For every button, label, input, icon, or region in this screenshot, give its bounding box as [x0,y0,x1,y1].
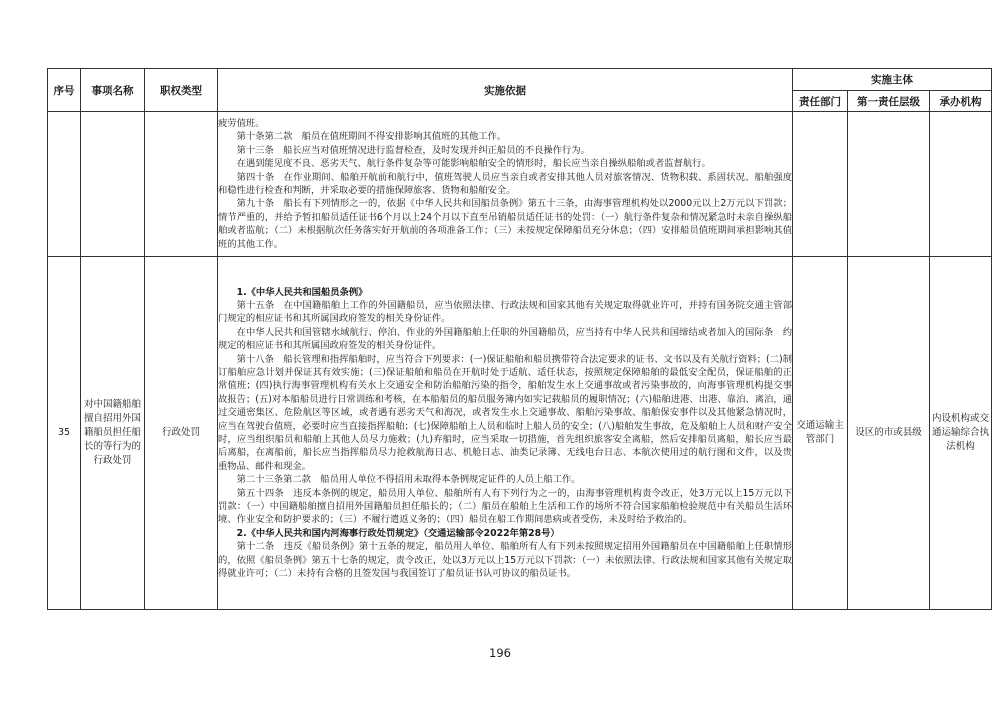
basis-paragraph: 在中华人民共和国管辖水域航行、停泊、作业的外国籍船舶上任职的外国籍船员，应当持有中华人民共和国缔结或者加入的国际条 约规定的相应证书和其所属国政府签发的相关身份证件。 [218,326,792,352]
header-basis: 实施依据 [218,69,793,112]
header-seq: 序号 [48,69,81,112]
cell-first-level: 设区的市或县级 [848,257,930,610]
cell-basis [218,257,793,610]
cell-dept [793,112,848,257]
basis-heading: 2.《中华人民共和国内河海事行政处罚规定》（交通运输部令2022年第28号） [236,527,560,539]
basis-text [218,117,792,251]
implementation-table [47,68,992,610]
cell-power-type: 行政处罚 [145,257,218,610]
cell-agency: 内设机构或交通运输综合执法机构 [930,257,992,610]
cell-item-name [81,112,145,257]
cell-basis [218,112,793,257]
basis-paragraph: 第十三条 船长应当对值班情况进行监督检查，及时发现并纠正船员的不良操作行为。 [236,144,590,156]
basis-paragraph: 第四十条 在作业期间、船舶开航前和航行中，值班驾驶人员应当亲自或者安排其他人员对旅客情况、货物积载、系固状况、船舶强度和稳性进行检查和判断，并采取必要的措施保障旅客、货物和船舶安全。 [218,171,792,196]
cell-seq [48,112,81,257]
header-power-type: 职权类型 [145,69,218,112]
header-first-level: 第一责任层级 [848,91,930,112]
page-number: 196 [489,646,511,660]
header-subject: 实施主体 [793,69,992,91]
cell-seq: 35 [48,257,81,610]
header-item-name: 事项名称 [81,69,145,112]
basis-paragraph: 第二十三条第二款 船员用人单位不得招用未取得本条例规定证件的人员上船工作。 [236,474,581,486]
header-dept: 责任部门 [793,91,848,112]
basis-heading: 1.《中华人民共和国船员条例》 [236,286,368,298]
basis-paragraph: 疲劳值班。 [218,117,265,129]
cell-item-name: 对中国籍船舶擅自招用外国籍船员担任船长的等行为的行政处罚 [81,257,145,610]
basis-paragraph: 第九十条 船长有下列情形之一的，依据《中华人民共和国船员条例》第五十三条，由海事管理机构处以2000元以上2万元以下罚款；情节严重的，并给予暂扣船员适任证书6个月以上24个月以下直至吊销船员适任证书的处罚：（一）航行条件复杂和情况紧急时未亲自操纵船舶或者监航；（二）未根据航次任务落实好开航前的各项准备工作；（三）未按规定保障船员充分休息；（四）安排船员值班期间承担影响其值班的其他工作。 [218,198,792,250]
cell-power-type [145,112,218,257]
basis-paragraph: 在遇到能见度不良、恶劣天气、航行条件复杂等可能影响船舶安全的情形时，船长应当亲自操纵船舶或者监督航行。 [236,158,711,170]
table-row [48,112,992,257]
header-agency: 承办机构 [930,91,992,112]
cell-first-level [848,112,930,257]
basis-paragraph: 第十二条 违反《船员条例》第十五条的规定，船员用人单位、船舶所有人有下列未按照规定招用外国籍船员在中国籍船舶上任职情形的，依照《船员条例》第五十七条的规定，责令改正，处以3万元以上15万元以下罚款：（一）未依照法律、行政法规和国家其他有关规定取得就业许可；（二）未持有合格的且签发国与我国签订了船员证书认可协议的船员证书。 [218,541,792,580]
basis-paragraph: 第十八条 船长管理和指挥船舶时，应当符合下列要求：(一)保证船舶和船员携带符合法定要求的证书、文书以及有关航行资料；(二)制订船舶应急计划并保证其有效实施；(三)保证船舶和船员在开航时处于适航、适任状态，按照规定保障船舶的最低安全配员，保证船舶的正常值班；(四)执行海事管理机构有关水上交通安全和防治船舶污染的指令，船舶发生水上交通事故或者污染事故的，向海事管理机构提交事故报告；(五)对本船船员进行日常训练和考核，在本船船员的船员服务簿内如实记载船员的履职情况；(六)船舶进港、出港、靠泊、离泊，通过交通密集区、危险航区等区域，或者遇有恶劣天气和海况，或者发生水上交通事故、船舶污染事故、船舶保安事件以及其他紧急情况时，应当在驾驶台值班，必要时应当直接指挥船舶；(七)保障船舶上人员和临时上船人员的安全；(八)船舶发生事故，危及船舶上人员和财产安全时，应当组织船员和船舶上其他人员尽力施救；(九)弃船时，应当采取一切措施，首先组织旅客安全离船，然后安排船员离船，船长应当最后离船，在离船前，船长应当指挥船员尽力抢救航海日志、机舱日志、油类记录簿、无线电台日志、本航次使用过的航行图和文件，以及贵重物品、邮件和现金。 [218,353,792,472]
cell-agency [930,112,992,257]
basis-paragraph: 第十条第二款 船员在值班期间不得安排影响其值班的其他工作。 [236,131,507,143]
basis-paragraph: 第五十四条 违反本条例的规定，船员用人单位、船舶所有人有下列行为之一的，由海事管理机构责令改正，处3万元以上15万元以下罚款：（一）中国籍船舶擅自招用外国籍船员担任船长的；（二）船员在船舶上生活和工作的场所不符合国家船舶检验规范中有关船员生活环境、作业安全和防护要求的；（三）不履行遣返义务的；（四）船员在船工作期间患病或者受伤，未及时给予救治的。 [218,487,792,526]
table-row [48,257,992,610]
cell-dept: 交通运输主管部门 [793,257,848,610]
basis-paragraph: 第十五条 在中国籍船舶上工作的外国籍船员，应当依照法律、行政法规和国家其他有关规定取得就业许可，并持有国务院交通主管部门规定的相应证书和其所属国政府签发的相关身份证件。 [218,299,792,325]
basis-text [218,286,792,581]
